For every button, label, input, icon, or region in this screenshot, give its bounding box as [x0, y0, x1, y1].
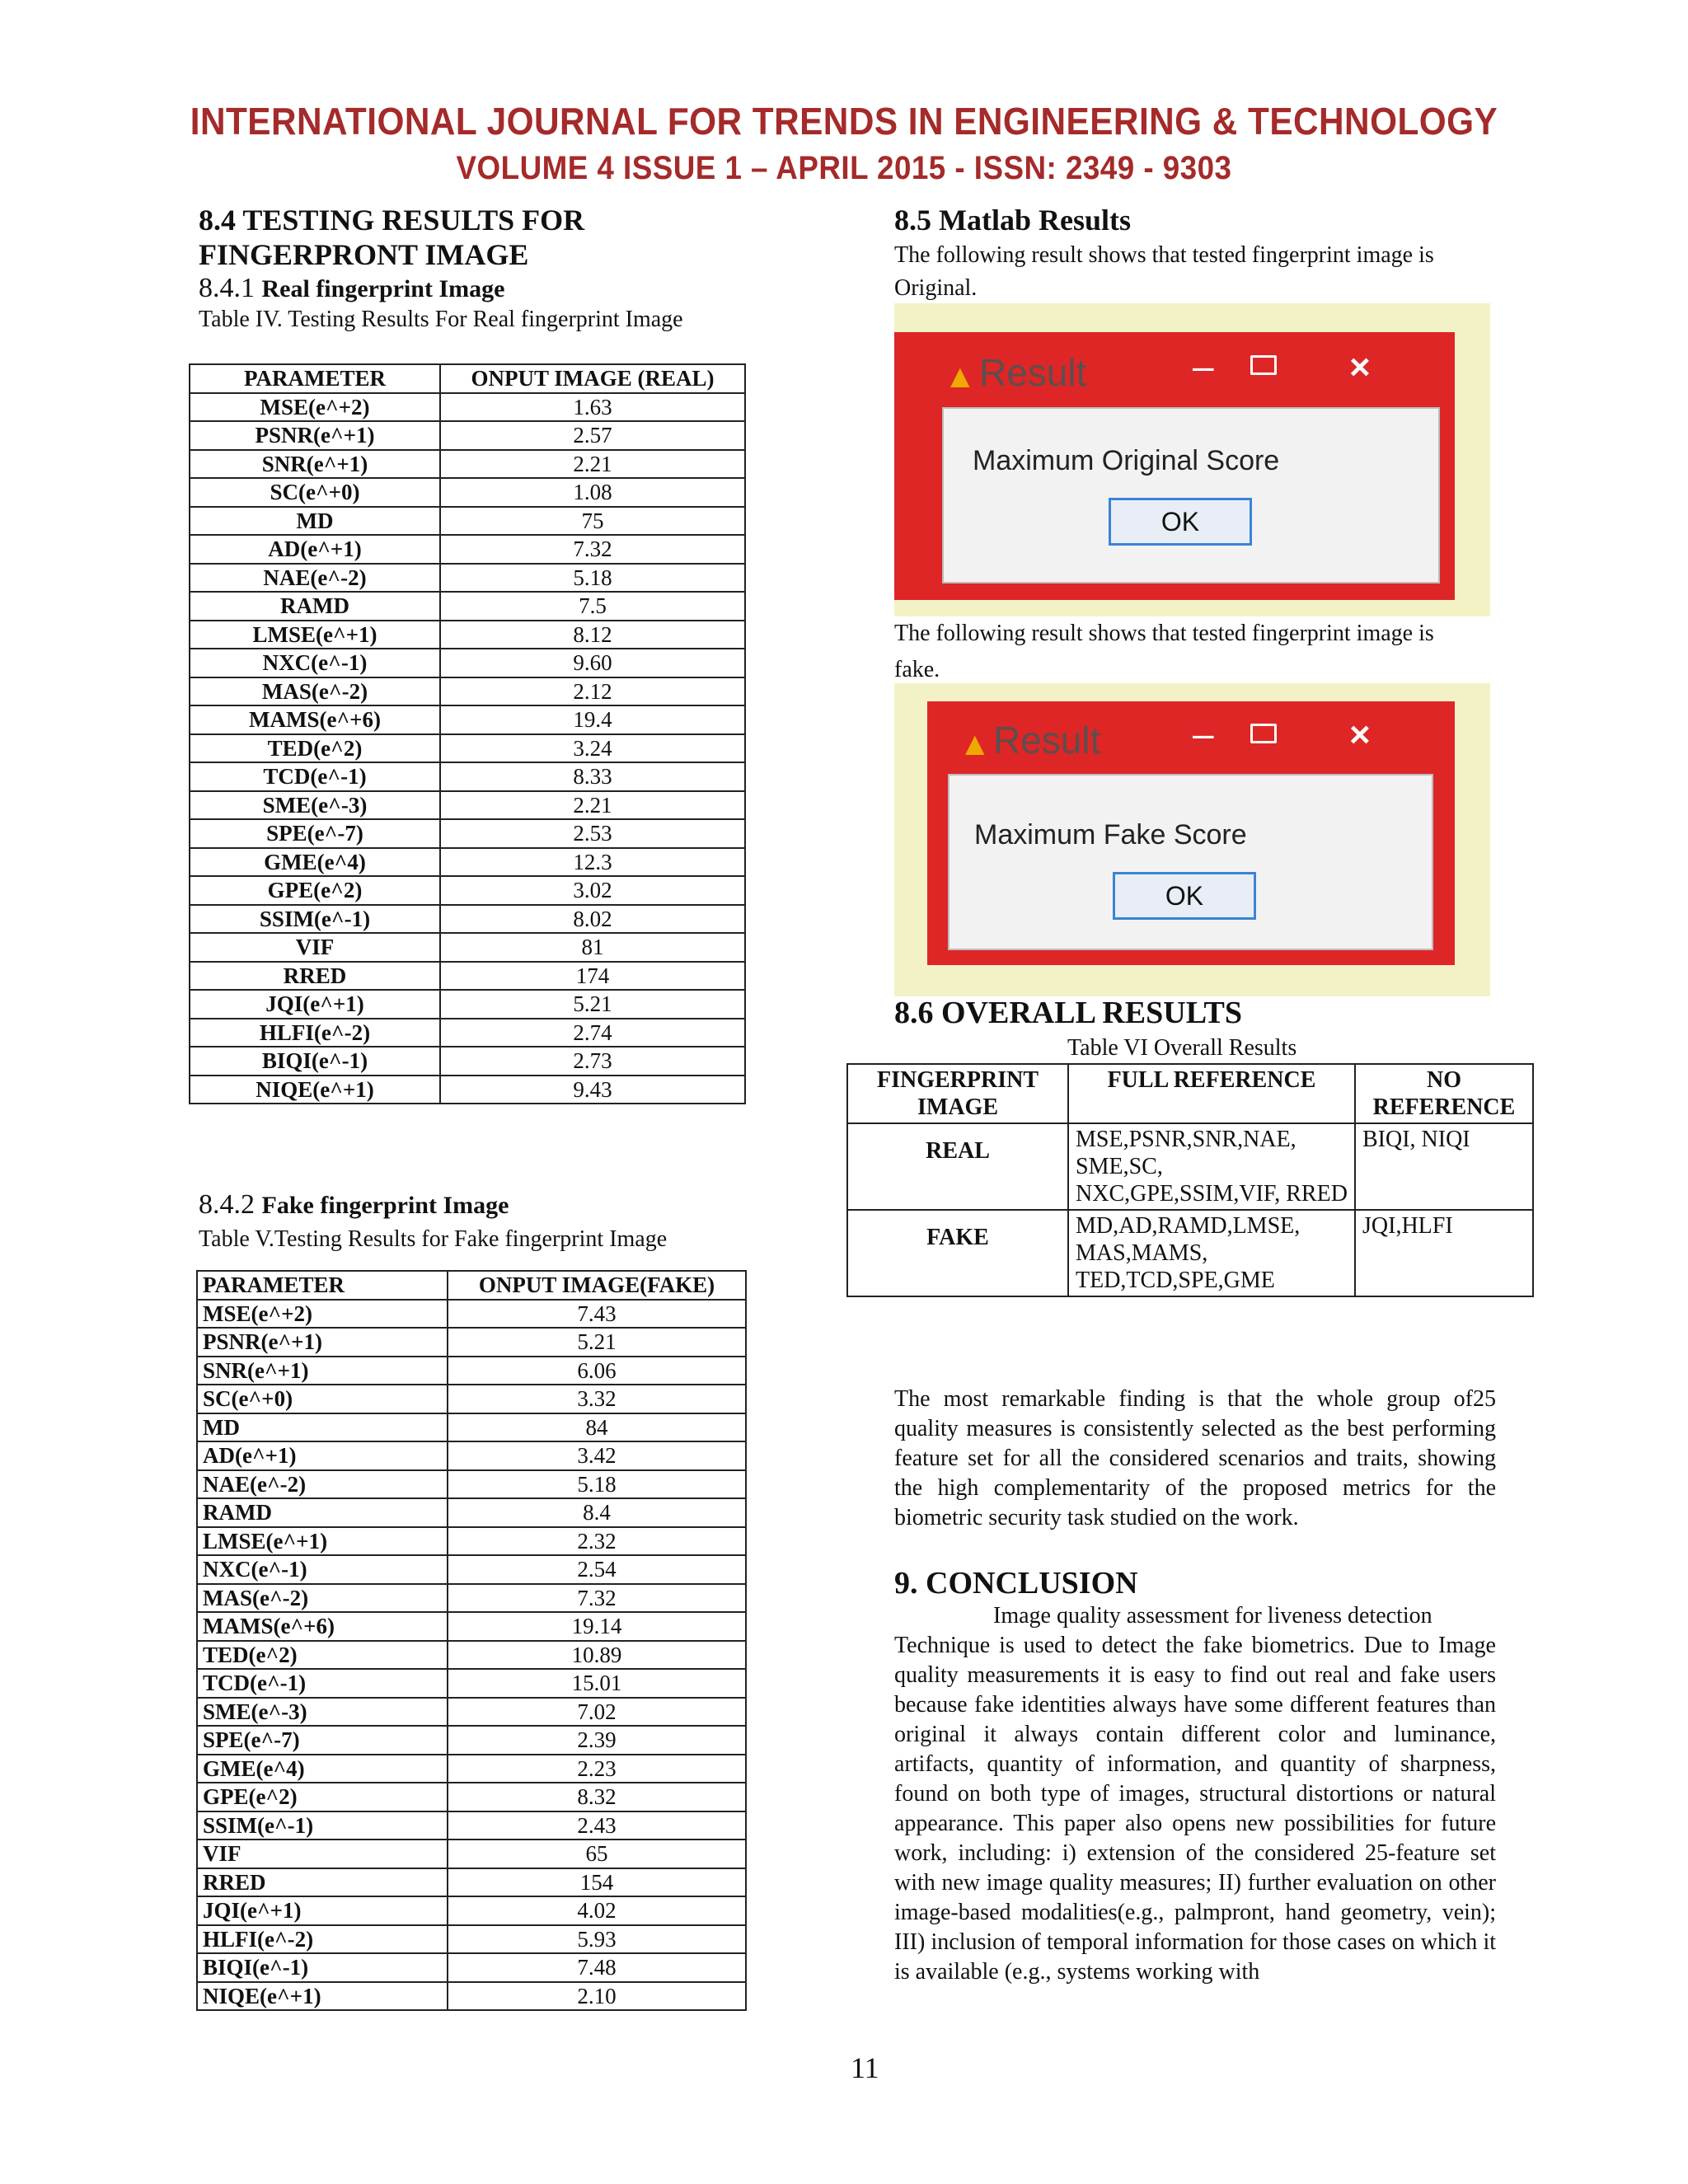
value-cell: 84 — [448, 1413, 746, 1442]
section-8-5-title: 8.5 Matlab Results — [894, 204, 1131, 237]
table-row — [197, 1385, 746, 1413]
column-header: FINGERPRINT IMAGE — [847, 1064, 1068, 1123]
minimize-icon[interactable]: – — [1193, 344, 1214, 387]
table-row — [197, 1612, 746, 1641]
table-row — [197, 1953, 746, 1982]
table-row — [190, 564, 745, 593]
value-cell: 19.4 — [440, 705, 745, 734]
matlab-fake-text: The following result shows that tested fingerprint image is fake. — [894, 621, 1434, 682]
table-row — [190, 791, 745, 820]
value-cell: 8.32 — [448, 1783, 746, 1811]
value-cell: 15.01 — [448, 1669, 746, 1698]
dialog-title: Result — [993, 719, 1101, 762]
table-row — [190, 705, 745, 734]
column-header: ONPUT IMAGE (REAL) — [440, 364, 745, 393]
ok-button[interactable]: OK — [1109, 498, 1252, 546]
parameter-cell: NAE(e^-2) — [190, 564, 440, 593]
column-header: PARAMETER — [197, 1271, 448, 1300]
column-header: PARAMETER — [190, 364, 440, 393]
value-cell: 2.23 — [448, 1755, 746, 1783]
table-header-row — [190, 364, 745, 393]
value-cell: 2.12 — [440, 677, 745, 706]
table-header-row — [847, 1064, 1533, 1123]
parameter-cell: SSIM(e^-1) — [190, 905, 440, 934]
value-cell: 65 — [448, 1840, 746, 1868]
table-row — [190, 734, 745, 763]
table-row — [190, 876, 745, 905]
parameter-cell: MSE(e^+2) — [197, 1300, 448, 1329]
value-cell: 7.32 — [440, 535, 745, 564]
journal-issue: VOLUME 4 ISSUE 1 – APRIL 2015 - ISSN: 2349 - 9303 — [456, 150, 1232, 186]
table-row — [190, 393, 745, 422]
value-cell: 2.73 — [440, 1047, 745, 1076]
section-9-title: 9. CONCLUSION — [894, 1566, 1138, 1601]
parameter-cell: RRED — [197, 1868, 448, 1897]
table-iv-caption: Table IV. Testing Results For Real fingerprint Image — [199, 307, 683, 332]
parameter-cell: AD(e^+1) — [190, 535, 440, 564]
parameter-cell: TED(e^2) — [190, 734, 440, 763]
matlab-original-text: The following result shows that tested fingerprint image is Original. — [894, 242, 1434, 301]
value-cell: 19.14 — [448, 1612, 746, 1641]
row-label: REAL — [847, 1123, 1068, 1210]
table-row — [197, 1527, 746, 1556]
matlab-logo-icon: ▲ — [944, 359, 977, 395]
table-row — [197, 1783, 746, 1811]
matlab-result-screenshot-original — [894, 303, 1490, 616]
value-cell: 174 — [440, 962, 745, 991]
close-icon[interactable]: × — [1349, 715, 1371, 755]
table-row — [190, 421, 745, 450]
parameter-cell: GPE(e^2) — [190, 876, 440, 905]
value-cell: 8.4 — [448, 1498, 746, 1527]
value-cell: 5.21 — [448, 1328, 746, 1357]
value-cell: 7.5 — [440, 592, 745, 621]
parameter-cell: SNR(e^+1) — [197, 1357, 448, 1385]
value-cell: 8.33 — [440, 762, 745, 791]
table-row — [190, 905, 745, 934]
column-header: NO REFERENCE — [1355, 1064, 1533, 1123]
full-reference-cell: MD,AD,RAMD,LMSE, MAS,MAMS, TED,TCD,SPE,GME — [1068, 1210, 1355, 1296]
table-overall-results — [846, 1063, 1534, 1297]
value-cell: 3.24 — [440, 734, 745, 763]
parameter-cell: LMSE(e^+1) — [190, 621, 440, 649]
table-row — [197, 1413, 746, 1442]
parameter-cell: GPE(e^2) — [197, 1783, 448, 1811]
table-row — [190, 592, 745, 621]
value-cell: 1.63 — [440, 393, 745, 422]
parameter-cell: SME(e^-3) — [190, 791, 440, 820]
parameter-cell: MD — [190, 507, 440, 536]
table-row — [197, 1555, 746, 1584]
value-cell: 2.10 — [448, 1982, 746, 2011]
parameter-cell: RAMD — [197, 1498, 448, 1527]
value-cell: 81 — [440, 933, 745, 962]
parameter-cell: TCD(e^-1) — [190, 762, 440, 791]
result-dialog — [894, 332, 1455, 600]
table-header-row — [197, 1271, 746, 1300]
table-row — [197, 1441, 746, 1470]
table-row — [197, 1726, 746, 1755]
table-vi-caption: Table VI Overall Results — [1067, 1035, 1297, 1061]
matlab-result-screenshot-fake — [894, 683, 1490, 996]
value-cell: 154 — [448, 1868, 746, 1897]
parameter-cell: NAE(e^-2) — [197, 1470, 448, 1499]
finding-paragraph: The most remarkable finding is that the whole group of25 quality measures is consistently selected as the best performing feature set for all the considered scenarios and traits, showing the high complementarity of the proposed metrics for the biometric security task studied on the work. — [894, 1386, 1496, 1530]
conclusion-paragraph: Technique is used to detect the fake biometrics. Due to Image quality measurements it is easy to find out real and fake users because fake identities always have some different features than original it always contain different color and luminance, artifacts, quantity of information, and quantity of sharpness, found on both type of images, structural distortions or natural appearance. This paper also opens new possibilities for future work, including: i) extension of the considered 25-feature set with new image quality measures; II) further evaluation on other image-based modalities(e.g., palmpront, hand geometry, vein); III) inclusion of temporal information for those cases on which it is available (e.g., systems working with — [894, 1633, 1496, 1985]
parameter-cell: NIQE(e^+1) — [197, 1982, 448, 2011]
value-cell: 8.02 — [440, 905, 745, 934]
parameter-cell: SC(e^+0) — [197, 1385, 448, 1413]
maximize-icon[interactable] — [1250, 355, 1277, 375]
parameter-cell: SC(e^+0) — [190, 478, 440, 507]
column-header: FULL REFERENCE — [1068, 1064, 1355, 1123]
parameter-cell: VIF — [197, 1840, 448, 1868]
table-row — [197, 1868, 746, 1897]
close-icon[interactable]: × — [1349, 347, 1371, 387]
table-row — [190, 848, 745, 877]
value-cell: 7.02 — [448, 1698, 746, 1727]
value-cell: 2.74 — [440, 1019, 745, 1047]
value-cell: 2.43 — [448, 1811, 746, 1840]
table-row — [190, 621, 745, 649]
value-cell: 4.02 — [448, 1896, 746, 1925]
value-cell: 2.39 — [448, 1726, 746, 1755]
table-row — [190, 478, 745, 507]
value-cell: 9.60 — [440, 649, 745, 677]
table-row — [190, 1019, 745, 1047]
parameter-cell: RRED — [190, 962, 440, 991]
dialog-message: Maximum Original Score — [973, 445, 1280, 476]
minimize-icon[interactable]: – — [1193, 712, 1214, 755]
table-row — [190, 933, 745, 962]
row-label: FAKE — [847, 1210, 1068, 1296]
value-cell: 5.21 — [440, 990, 745, 1019]
table-row — [190, 990, 745, 1019]
value-cell: 5.18 — [440, 564, 745, 593]
table-row — [197, 1811, 746, 1840]
result-dialog — [927, 701, 1455, 965]
parameter-cell: PSNR(e^+1) — [190, 421, 440, 450]
value-cell: 3.02 — [440, 876, 745, 905]
table-v-caption: Table V.Testing Results for Fake fingerprint Image — [199, 1226, 668, 1252]
value-cell: 3.32 — [448, 1385, 746, 1413]
value-cell: 7.48 — [448, 1953, 746, 1982]
value-cell: 2.21 — [440, 450, 745, 479]
parameter-cell: JQI(e^+1) — [197, 1896, 448, 1925]
table-row — [197, 1925, 746, 1954]
dialog-body — [948, 774, 1433, 950]
table-row — [197, 1840, 746, 1868]
parameter-cell: MAMS(e^+6) — [190, 705, 440, 734]
value-cell: 2.21 — [440, 791, 745, 820]
parameter-cell: BIQI(e^-1) — [197, 1953, 448, 1982]
table-row — [190, 677, 745, 706]
parameter-cell: MAS(e^-2) — [197, 1584, 448, 1613]
value-cell: 12.3 — [440, 848, 745, 877]
parameter-cell: MD — [197, 1413, 448, 1442]
column-header: ONPUT IMAGE(FAKE) — [448, 1271, 746, 1300]
table-row — [197, 1357, 746, 1385]
parameter-cell: BIQI(e^-1) — [190, 1047, 440, 1076]
parameter-cell: GME(e^4) — [197, 1755, 448, 1783]
table-real-results — [189, 363, 746, 1104]
parameter-cell: TCD(e^-1) — [197, 1669, 448, 1698]
value-cell: 75 — [440, 507, 745, 536]
parameter-cell: SNR(e^+1) — [190, 450, 440, 479]
table-row — [190, 762, 745, 791]
parameter-cell: NXC(e^-1) — [197, 1555, 448, 1584]
value-cell: 1.08 — [440, 478, 745, 507]
parameter-cell: AD(e^+1) — [197, 1441, 448, 1470]
value-cell: 9.43 — [440, 1076, 745, 1104]
value-cell: 7.32 — [448, 1584, 746, 1613]
parameter-cell: GME(e^4) — [190, 848, 440, 877]
parameter-cell: SPE(e^-7) — [190, 819, 440, 848]
table-row — [197, 1641, 746, 1670]
ok-button[interactable]: OK — [1113, 872, 1256, 920]
dialog-body — [942, 407, 1440, 583]
value-cell: 2.32 — [448, 1527, 746, 1556]
value-cell: 7.43 — [448, 1300, 746, 1329]
parameter-cell: HLFI(e^-2) — [190, 1019, 440, 1047]
parameter-cell: VIF — [190, 933, 440, 962]
parameter-cell: JQI(e^+1) — [190, 990, 440, 1019]
subsection-8-4-1-title: 8.4.1 Real fingerprint Image — [199, 273, 505, 303]
parameter-cell: SME(e^-3) — [197, 1698, 448, 1727]
parameter-cell: LMSE(e^+1) — [197, 1527, 448, 1556]
maximize-icon[interactable] — [1250, 724, 1277, 743]
parameter-cell: NIQE(e^+1) — [190, 1076, 440, 1104]
parameter-cell: TED(e^2) — [197, 1641, 448, 1670]
table-row — [197, 1755, 746, 1783]
subsection-8-4-2-title: 8.4.2 Fake fingerprint Image — [199, 1189, 509, 1220]
table-row — [190, 535, 745, 564]
table-row — [190, 450, 745, 479]
value-cell: 6.06 — [448, 1357, 746, 1385]
journal-title: INTERNATIONAL JOURNAL FOR TRENDS IN ENGINEERING & TECHNOLOGY — [190, 100, 1498, 143]
parameter-cell: SPE(e^-7) — [197, 1726, 448, 1755]
table-row — [847, 1123, 1533, 1210]
parameter-cell: NXC(e^-1) — [190, 649, 440, 677]
table-row — [190, 507, 745, 536]
parameter-cell: RAMD — [190, 592, 440, 621]
parameter-cell: MAMS(e^+6) — [197, 1612, 448, 1641]
value-cell: 2.54 — [448, 1555, 746, 1584]
table-fake-results — [196, 1270, 747, 2011]
value-cell: 2.57 — [440, 421, 745, 450]
table-row — [190, 1047, 745, 1076]
table-row — [190, 962, 745, 991]
page-number: 11 — [851, 2051, 879, 2084]
table-row — [197, 1498, 746, 1527]
table-row — [197, 1896, 746, 1925]
value-cell: 5.93 — [448, 1925, 746, 1954]
conclusion-first-line: Image quality assessment for liveness detection — [993, 1603, 1432, 1629]
table-row — [197, 1669, 746, 1698]
no-reference-cell: JQI,HLFI — [1355, 1210, 1533, 1296]
no-reference-cell: BIQI, NIQI — [1355, 1123, 1533, 1210]
parameter-cell: MSE(e^+2) — [190, 393, 440, 422]
value-cell: 2.53 — [440, 819, 745, 848]
dialog-message: Maximum Fake Score — [974, 819, 1247, 851]
table-row — [197, 1470, 746, 1499]
value-cell: 3.42 — [448, 1441, 746, 1470]
table-row — [197, 1328, 746, 1357]
table-row — [197, 1698, 746, 1727]
dialog-title: Result — [979, 351, 1087, 394]
full-reference-cell: MSE,PSNR,SNR,NAE, SME,SC, NXC,GPE,SSIM,VIF, RRED — [1068, 1123, 1355, 1210]
table-row — [197, 1982, 746, 2011]
table-row — [197, 1300, 746, 1329]
table-row — [190, 1076, 745, 1104]
table-row — [847, 1210, 1533, 1296]
table-row — [190, 649, 745, 677]
value-cell: 10.89 — [448, 1641, 746, 1670]
section-8-4-title: 8.4 TESTING RESULTS FOR FINGERPRONT IMAGE — [199, 204, 585, 271]
value-cell: 5.18 — [448, 1470, 746, 1499]
parameter-cell: MAS(e^-2) — [190, 677, 440, 706]
parameter-cell: PSNR(e^+1) — [197, 1328, 448, 1357]
section-8-6-title: 8.6 OVERALL RESULTS — [894, 996, 1243, 1030]
value-cell: 8.12 — [440, 621, 745, 649]
parameter-cell: HLFI(e^-2) — [197, 1925, 448, 1954]
table-row — [190, 819, 745, 848]
parameter-cell: SSIM(e^-1) — [197, 1811, 448, 1840]
matlab-logo-icon: ▲ — [959, 726, 992, 762]
table-row — [197, 1584, 746, 1613]
